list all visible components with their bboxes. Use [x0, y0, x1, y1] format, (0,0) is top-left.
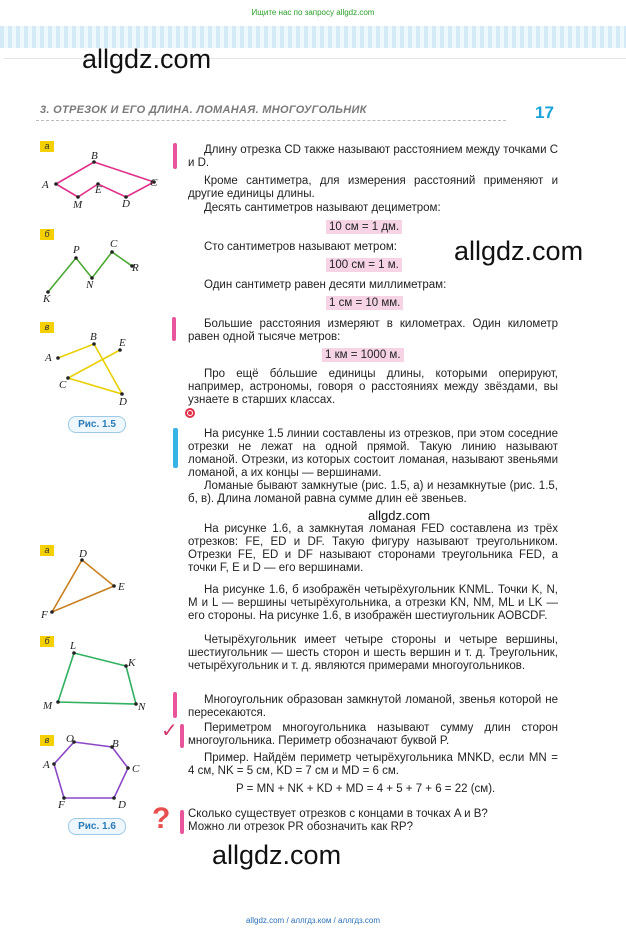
point-label: A — [45, 352, 52, 364]
note-bullet-icon — [185, 408, 195, 418]
fig15-a-closed-polyline — [38, 148, 170, 210]
top-link[interactable]: Ищите нас по запросу allgdz.com — [251, 8, 375, 17]
point-label: A — [43, 759, 50, 771]
point-label: K — [128, 657, 136, 669]
checkmark-icon: ✓ — [161, 720, 178, 742]
definition-marker — [172, 317, 176, 341]
paragraph: Десять сантиметров называют дециметром: — [204, 202, 441, 214]
question: Сколько существует отрезков с концами в точках A и B? — [188, 808, 488, 820]
question-marker — [180, 810, 184, 834]
fig16-label-v: в — [40, 735, 54, 746]
point-label: O — [66, 733, 74, 745]
point-label: N — [138, 701, 146, 712]
point-label: E — [95, 184, 102, 196]
question-icon: ? — [152, 802, 171, 835]
point-label: C — [110, 238, 118, 250]
formula-box: 100 см = 1 м. — [326, 258, 402, 272]
fig16-label-a: а — [40, 545, 54, 556]
point-label: E — [119, 337, 126, 349]
paragraph: Один сантиметр равен десяти миллиметрам: — [204, 279, 447, 291]
paragraph: Четырёхугольник имеет четыре стороны и четыре вершины, шестиугольник — шесть сторон и шесть вершин и т. д. Треугольник, четырёхугольник и т. д. являются примерами многоугольников. — [188, 634, 558, 672]
point-label: R — [132, 262, 139, 274]
point-label: F — [41, 609, 48, 620]
header-divider — [36, 120, 506, 121]
point-label: D — [79, 548, 87, 560]
paragraph: Большие расстояния измеряют в километрах. Один километр равен одной тысяче метров: — [188, 318, 558, 343]
paragraph: Про ещё бóльшие единицы длины, которыми оперируют, например, астрономы, говоря о расстояниях между звёздами, вы узнаете в старших классах. — [188, 368, 558, 406]
point-label: F — [58, 799, 65, 811]
point-label: C — [150, 177, 158, 189]
fig15-label-v: в — [40, 322, 54, 333]
paragraph: На рисунке 1.5 линии составлены из отрезков, при этом соседние отрезки не лежат на одной прямой. Такую линию называют ломаной. Отрезки, из которых состоит ломаная, называют звеньями ломаной, а их концы — вершинами. — [188, 428, 558, 479]
point-label: N — [86, 279, 94, 291]
paragraph: Пример. Найдём периметр четырёхугольника MNKD, если MN = 4 см, NK = 5 см, KD = 7 см и MD = 6 см. — [188, 752, 558, 777]
point-label: B — [91, 150, 98, 162]
point-label: D — [118, 799, 126, 811]
fig15-b-open-polyline — [38, 236, 150, 304]
paragraph: Длину отрезка CD также называют расстоянием между точками C и D. — [188, 144, 558, 169]
point-label: P — [73, 244, 80, 256]
watermark: allgdz.com — [368, 508, 431, 523]
paragraph: Периметром многоугольника называют сумму длин сторон многоугольника. Периметр обозначают буквой P. — [188, 722, 558, 747]
point-label: B — [112, 738, 119, 750]
watermark: allgdz.com — [82, 44, 212, 74]
fig16-caption: Рис. 1.6 — [68, 818, 126, 835]
formula-box: 1 см = 10 мм. — [326, 296, 403, 310]
point-label: B — [90, 331, 97, 343]
definition-marker — [173, 143, 177, 169]
formula-box: 1 км = 1000 м. — [322, 348, 404, 362]
paragraph: Сто сантиметров называют метром: — [204, 241, 397, 253]
point-label: M — [73, 199, 83, 210]
point-label: L — [70, 640, 77, 652]
paragraph: На рисунке 1.6, а замкнутая ломаная FED составлена из трёх отрезков: FE, ED и DF. Такую фигуру называют треугольником. Отрезки FE, ED и DF называют сторонами треугольника FED, а точки F, E и D — его вершинами. — [188, 523, 558, 574]
paragraph: Ломаные бывают замкнутые (рис. 1.5, а) и незамкнутые (рис. 1.5, б, в). Длина ломаной равна сумме длин её звеньев. — [188, 480, 558, 505]
fig16-v-hexagon — [38, 730, 150, 814]
definition-marker — [173, 692, 177, 718]
watermark: allgdz.com — [454, 236, 584, 266]
fig16-b-quadrilateral — [38, 616, 156, 712]
definition-marker — [173, 428, 178, 468]
point-label: C — [132, 763, 140, 775]
formula-box: 10 см = 1 дм. — [326, 220, 402, 234]
point-label: K — [43, 293, 51, 304]
point-label: C — [59, 379, 67, 391]
fig15-caption: Рис. 1.5 — [68, 416, 126, 433]
page-number: 17 — [535, 103, 554, 122]
definition-marker — [180, 724, 184, 748]
watermark: allgdz.com — [212, 840, 342, 870]
fig15-label-a: а — [40, 141, 54, 152]
fig16-a-triangle — [38, 548, 138, 620]
fig16-label-b: б — [40, 636, 54, 647]
point-label: D — [122, 198, 130, 210]
point-label: M — [43, 700, 53, 712]
question: Можно ли отрезок PR обозначить как RP? — [188, 821, 413, 833]
footer-links[interactable]: allgdz.com / аллгдз.ком / аллгдз.com — [245, 916, 381, 925]
point-label: D — [119, 396, 127, 408]
paragraph: Многоугольник образован замкнутой ломаной, звенья которой не пересекаются. — [188, 694, 558, 719]
point-label: A — [42, 179, 49, 191]
formula: P = MN + NK + KD + MD = 4 + 5 + 7 + 6 = 22 (см). — [236, 783, 496, 795]
point-label: E — [118, 581, 125, 593]
chapter-header: 3. ОТРЕЗОК И ЕГО ДЛИНА. ЛОМАНАЯ. МНОГОУГОЛЬНИК — [40, 104, 367, 116]
fig15-label-b: б — [40, 229, 54, 240]
fig15-v-open-polyline — [38, 328, 150, 408]
paragraph: Кроме сантиметра, для измерения расстояний применяют и другие единицы длины. — [188, 175, 558, 200]
paragraph: На рисунке 1.6, б изображён четырёхугольник KNML. Точки K, N, M и L — вершины четырёхугольника, а отрезки KN, NM, ML и LK — его стороны. На рисунке 1.6, в изображён шестиугольник AOBCDF. — [188, 584, 558, 622]
